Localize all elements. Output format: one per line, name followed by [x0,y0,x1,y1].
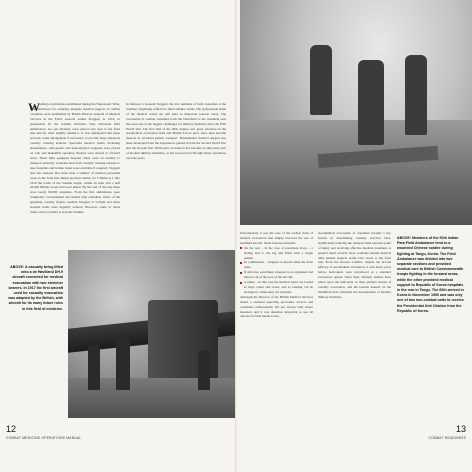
figure-soldier [405,55,427,135]
drop-cap: W [28,100,40,114]
figure-medic [358,60,384,145]
right-photo-caption: ABOVE: Members of the 60th Indian Para Field Ambulance tend to a wounded Chinese soldier during fighting at Taegu, Korea. The Field Ambulance was divided into two separate sections and provided medical care to British Commonwealth troops fighting in the forward areas, while the other provided medical support to Republic of Korea hospitals in the rear in Taegu. The 60th arrived in Korea in November 1950 and was only one of two non-combat units to receive the Presidential Unit Citation from the Republic of Korea. [397,236,464,313]
left-column-2-text: In fairness to General Sloggett, the low numbers of field casualties at the Somme's beginning reflected a much smaller battle. The professional skills of the medical teams are still held as important lessons today. The evacuation of combat casualties from the battlefield to the treatment area has been one of the biggest challenges for military medicine since the First World War. The first half of the 20th century saw great advances in the aeromedical evacuation field and British Forces have since then become masters in air-based patient transport. Fundamental medical support has been developed from the experiences gained in both the Second World War and the Korean War. Helicopter evacuation has become an important part of modern military medicine, as has been proven through many operations over the years. [126,102,226,160]
bullet-item: A glider – in this case the medical stores are loaded in large crates and boxes, and so landing can be arranged to where they are required. [240,280,313,295]
left-running-footer: COMBAT MEDICINE OPERATIONS MANUAL [6,436,82,440]
right-page-column-1 [240,231,313,421]
field-ambulance-photo [240,0,472,225]
right-column-1-tail: Although the Director of the British Medical Services issued a standard operating procedure, doctors and containers unfortunately did not always land where intended, and it was therefore important to use all options for field medical care. [240,294,313,319]
right-running-footer: COMBAT READINESS [428,436,466,440]
photo-ground [240,120,472,225]
left-page-column-2 [126,102,226,252]
figure-casualty [116,338,130,390]
bullet-item: In combination – strapped or placed under the front seats. [240,260,313,270]
bullet-item: On the rear – in the case of parachute drops – a sliding bed to the leg and fitted with a single patient. [240,246,313,261]
right-column-1-lead: Unfortunately it was the case of the earliest form of medical evacuation that simply involved the use of modified aircraft. Other features included: [240,231,313,245]
left-column-1-text: orking on principles established during the Napoleonic Wars, basic structures for ensuring adequate medical support of combat casualties were established by British Director General of Medical Services in the Field, General Arthur Sloggett, in 1916, in preparation for the Somme offensive. New divisional field ambulances, two per division, were placed very near to the front line and the other slightly behind it. It was anticipated that these sections could amalgamate if necessary, to provide large advanced casualty clearing stations. Specialist medical teams, including anaesthetists, orthopaedic and neurosurgical surgeons were placed on call, and makeshift operating theatres were moved to forward areas. Three fully equipped hospital trains were on standby to transport seriously wounded men from casualty clearing stations to base hospitals and further trains were available if required. Sloggett had also ensured that more than a number of medical personnel were on the front line during previous battles. At 7.30am on 1 July 1916 the battle of the Somme began, within an hour and a half 20,000 British troops had been killed. By the end of the day these were nearly 60,000 casualties. From the first ambulances were completely overwhelmed and started with casualties. News of the appalling casualty figures reached Sloggett at 5.45pm and more hospital trains were urgently ordered. However, some of those trains can be recalled to start the Somme. [30,102,120,214]
left-photo-caption: ABOVE: A casualty being lifted onto a de Havilland DH.9 aircraft converted for medical evacuation with two stretcher bearers. In 1917 the first aircraft used for casualty evacuation was adapted by the British, with aircraft for its many future roles in this field of medicine. [8,265,63,311]
page-gutter [235,0,237,472]
figure-soldier [310,45,332,115]
figure-orderly [198,350,210,390]
left-page-number: 12 [6,424,17,434]
right-page-number: 13 [455,424,466,434]
left-page-column-1 [30,102,120,252]
right-column-2-text: Aeromedical evacuation of casualties became a key feature in determining casualty survival rates, significantly reducing the transport time between point of injury and receiving effective medical treatment. A general trend towards more available mobile medical units pushed surgical teams ever closer to the front line. From the Korean Conflict, despite the proven efficacy of aeromedical evacuation, it took many years before helicopters were introduced as a standard evacuation option. Since then, Western nations have relied upon the helicopter as their primary means of casualty evacuation, and the lessons learned on the battlefield have informed the development of modern military medicine. [318,231,391,299]
right-page-column-2 [318,231,391,421]
figure-stretcher-bearer [88,345,100,390]
biplane-evacuation-photo [68,250,235,418]
bullet-item: If airborne, parachutes dropped in an organised and thrown out of the door of the aircraft. [240,270,313,280]
